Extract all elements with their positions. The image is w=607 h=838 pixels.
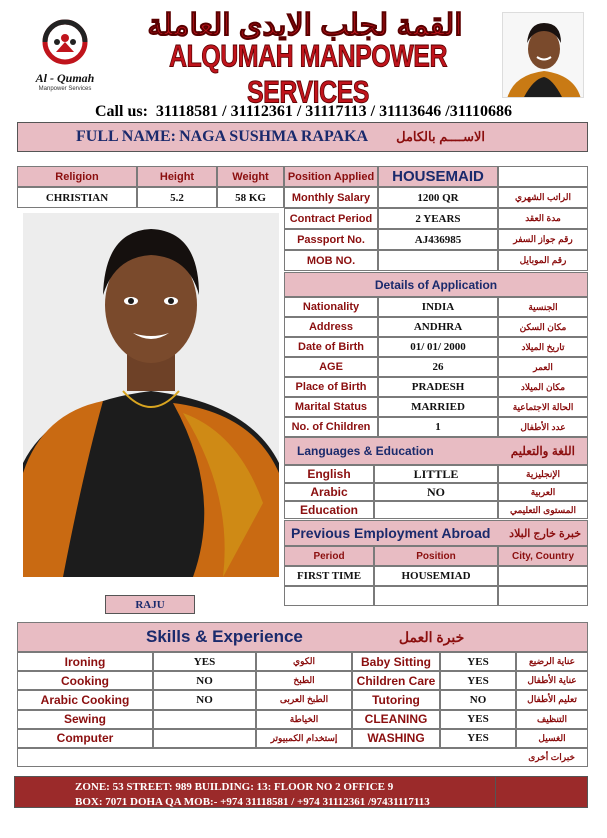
height-value: 5.2 (137, 187, 217, 208)
skill-ar: الكوي (256, 652, 352, 671)
top-row-ar: مدة العقد (498, 208, 588, 229)
employment-row-period (284, 586, 374, 606)
full-name-label-ar: الاســــم بالكامل (396, 129, 486, 144)
skill-value: YES (440, 710, 516, 729)
detail-row-value: INDIA (378, 297, 498, 317)
logo-subtitle: Manpower Services (38, 86, 92, 92)
top-row-value: 1200 QR (378, 187, 498, 208)
call-numbers[interactable]: 31118581 / 31112361 / 31117113 / 31113646 /31110686 (155, 103, 512, 120)
detail-row-label: Place of Birth (284, 377, 378, 397)
skill-label: WASHING (352, 729, 440, 748)
footer-line2: BOX: 7071 DOHA QA MOB:- +974 31118581 / +974 31112361 /97431117113 (75, 796, 430, 808)
other-skills-row (17, 748, 588, 767)
top-row-ar: رقم جواز السفر (498, 229, 588, 250)
detail-row-label: Address (284, 317, 378, 337)
top-row-ar: رقم الموبايل (498, 250, 588, 271)
language-row-value: LITTLE (374, 465, 498, 483)
other-skills-ar: خبرات أخرى (528, 752, 575, 762)
skill-label: Children Care (352, 671, 440, 690)
skill-label: Computer (17, 729, 153, 748)
languages-title: Languages & Education (297, 444, 434, 458)
skill-ar: الغسيل (516, 729, 588, 748)
detail-row-value: 01/ 01/ 2000 (378, 337, 498, 357)
skill-value: YES (440, 729, 516, 748)
skill-value (153, 710, 256, 729)
skill-ar: تعليم الأطفال (516, 690, 588, 709)
languages-title-ar: اللغة والتعليم (510, 444, 575, 458)
detail-row-ar: العمر (498, 357, 588, 377)
skill-label: Tutoring (352, 690, 440, 709)
weight-header: Weight (217, 166, 284, 187)
employment-row-position: HOUSEMIAD (374, 566, 498, 586)
skill-label: CLEANING (352, 710, 440, 729)
position-spacer (498, 166, 588, 187)
detail-row-label: Nationality (284, 297, 378, 317)
employment-row-city (498, 566, 588, 586)
full-name-label: FULL NAME: (76, 128, 176, 145)
detail-row-ar: مكان الميلاد (498, 377, 588, 397)
employment-title: Previous Employment Abroad (291, 525, 491, 541)
top-row-label: Monthly Salary (284, 187, 378, 208)
candidate-photo (23, 213, 279, 577)
call-label: Call us: (95, 103, 148, 120)
employment-row-period: FIRST TIME (284, 566, 374, 586)
top-row-label: Contract Period (284, 208, 378, 229)
skill-value: NO (153, 671, 256, 690)
employment-row-city (498, 586, 588, 606)
language-row-value: NO (374, 483, 498, 501)
religion-header: Religion (17, 166, 137, 187)
employment-col-position: Position (374, 546, 498, 566)
skill-value: NO (440, 690, 516, 709)
skill-label: Arabic Cooking (17, 690, 153, 709)
employment-header (284, 520, 588, 546)
top-row-label: MOB NO. (284, 250, 378, 271)
detail-row-ar: الحالة الاجتماعية (498, 397, 588, 417)
skill-value (153, 729, 256, 748)
header-photo (502, 12, 584, 98)
full-name-value: NAGA SUSHMA RAPAKA (179, 128, 369, 145)
skill-value: NO (153, 690, 256, 709)
skill-label: Baby Sitting (352, 652, 440, 671)
position-value: HOUSEMAID (378, 166, 498, 187)
footer-line1: ZONE: 53 STREET: 989 BUILDING: 13: FLOOR NO 2 OFFICE 9 (75, 781, 394, 793)
detail-row-label: AGE (284, 357, 378, 377)
skill-label: Cooking (17, 671, 153, 690)
detail-row-ar: عدد الأطفال (498, 417, 588, 437)
language-row-ar: العربية (498, 483, 588, 501)
detail-row-value: PRADESH (378, 377, 498, 397)
skill-value: YES (153, 652, 256, 671)
skill-ar: الطبخ (256, 671, 352, 690)
employment-col-city: City, Country (498, 546, 588, 566)
top-row-label: Passport No. (284, 229, 378, 250)
skill-ar: التنظيف (516, 710, 588, 729)
position-label: Position Applied (284, 166, 378, 187)
skills-title: Skills & Experience (146, 627, 303, 646)
employment-row-position (374, 586, 498, 606)
skills-header (17, 622, 588, 652)
language-row-ar: المستوى التعليمي (498, 501, 588, 519)
logo-brand: Al - Qumah (35, 71, 95, 85)
title-arabic: القمة لجلب الايدى العاملة (147, 9, 463, 42)
skills-title-ar: خبرة العمل (398, 628, 465, 645)
top-row-value (378, 250, 498, 271)
full-name-bar (17, 122, 588, 152)
employment-title-ar: خبرة خارج البلاد (509, 527, 581, 540)
title-english: ALQUMAH MANPOWER SERVICES (168, 38, 448, 110)
skill-ar: عناية الأطفال (516, 671, 588, 690)
call-us-line (18, 103, 589, 121)
detail-row-label: Marital Status (284, 397, 378, 417)
skill-ar: الطبخ العربى (256, 690, 352, 709)
top-row-ar: الراتب الشهري (498, 187, 588, 208)
detail-row-value: MARRIED (378, 397, 498, 417)
detail-row-label: Date of Birth (284, 337, 378, 357)
language-row-label: English (284, 465, 374, 483)
footer-divider (495, 777, 496, 808)
skill-ar: عناية الرضيع (516, 652, 588, 671)
skill-label: Sewing (17, 710, 153, 729)
top-row-value: AJ436985 (378, 229, 498, 250)
details-title: Details of Application (284, 272, 588, 297)
detail-row-label: No. of Children (284, 417, 378, 437)
languages-header (284, 437, 588, 465)
detail-row-value: ANDHRA (378, 317, 498, 337)
agent-name: RAJU (105, 595, 195, 614)
weight-value: 58 KG (217, 187, 284, 208)
footer-bar (14, 776, 588, 808)
language-row-ar: الإنجليزية (498, 465, 588, 483)
skill-label: Ironing (17, 652, 153, 671)
skill-ar: الخياطة (256, 710, 352, 729)
skill-ar: إستخدام الكمبيوتر (256, 729, 352, 748)
detail-row-ar: الجنسية (498, 297, 588, 317)
language-row-value (374, 501, 498, 519)
language-row-label: Arabic (284, 483, 374, 501)
detail-row-value: 26 (378, 357, 498, 377)
religion-value: CHRISTIAN (17, 187, 137, 208)
detail-row-value: 1 (378, 417, 498, 437)
skill-value: YES (440, 671, 516, 690)
top-row-value: 2 YEARS (378, 208, 498, 229)
detail-row-ar: تاريخ الميلاد (498, 337, 588, 357)
height-header: Height (137, 166, 217, 187)
skill-value: YES (440, 652, 516, 671)
detail-row-ar: مكان السكن (498, 317, 588, 337)
language-row-label: Education (284, 501, 374, 519)
employment-col-period: Period (284, 546, 374, 566)
company-logo (30, 18, 100, 90)
